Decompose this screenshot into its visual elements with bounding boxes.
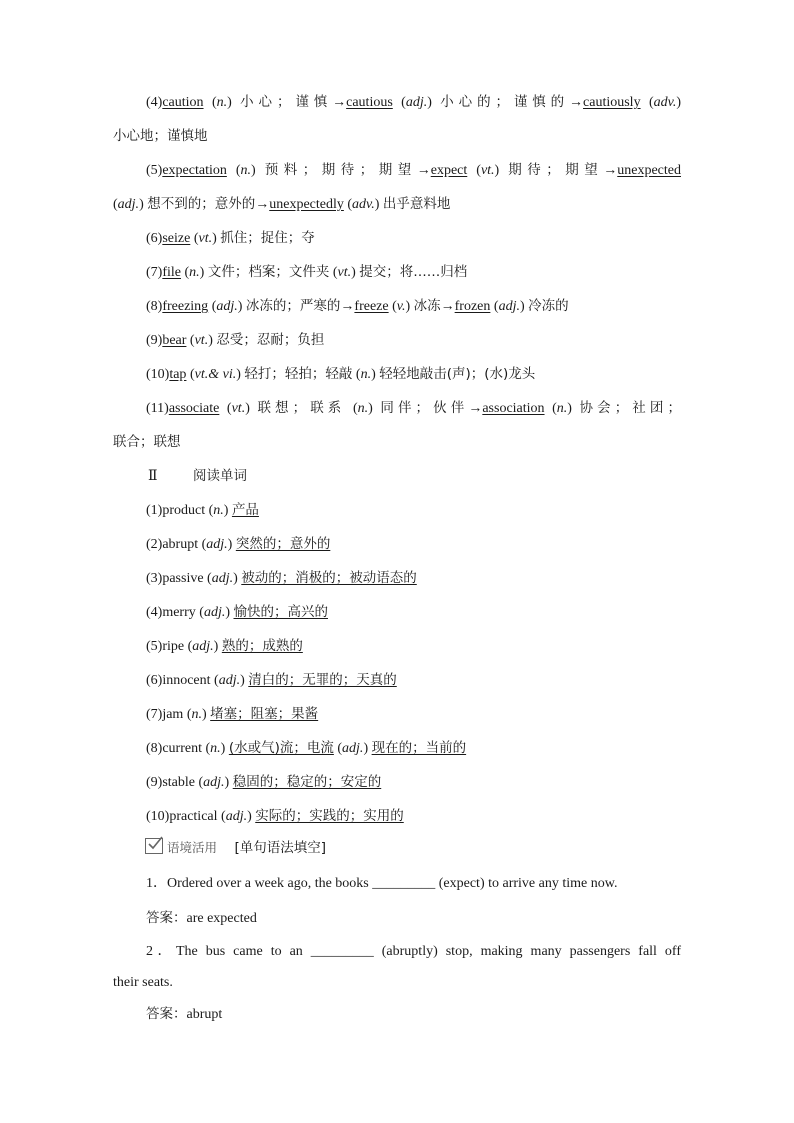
reading-line: (8)current (n.) (水或气)流；电流 (adj.) 现在的；当前的 [146,740,467,756]
reading-answer: 实际的；实践的；实用的 [255,808,404,824]
vocab-line: (10)tap (vt.& vi.) 轻打；轻拍；轻敲 (n.) 轻轻地敲击(声)；(水)龙头 [146,366,536,382]
vocab-line-cont: 联合；联想 [113,434,181,450]
vocab-line: (4)caution (n.) 小心；谨慎→cautious (adj.) 小心的；谨慎的→cautiously (adv.) [146,94,681,110]
vocab-word: tap [169,367,187,382]
vocab-line: (6)seize (vt.) 抓住；捉住；夺 [146,230,315,246]
vocab-word: freezing [162,299,209,314]
reading-answer: 突然的；意外的 [235,536,331,552]
reading-line: (10)practical (adj.) 实际的；实践的；实用的 [146,808,404,824]
vocab-line-cont: 小心地；谨慎地 [113,128,208,144]
reading-line: (9)stable (adj.) 稳固的；稳定的；安定的 [146,774,382,790]
question-2: 2．The bus came to an _________ (abruptly) stop, making many passengers fall off [146,944,681,959]
practice-header: 语境活用 [单句语法填空] [113,838,681,858]
answer-2: 答案：abrupt [146,1006,223,1022]
vocab-word: seize [162,231,191,246]
vocab-word: caution [162,95,204,110]
section-heading: Ⅱ 阅读单词 [148,468,247,484]
reading-answer: 产品 [231,502,259,518]
vocab-line: (5)expectation (n.) 预料；期待；期望→expect (vt.) 期待；期望→unexpected [146,162,681,178]
vocab-word: associate [168,401,220,416]
section-title: 阅读单词 [193,468,247,484]
reading-line: (7)jam (n.) 堵塞；阻塞；果酱 [146,706,319,722]
reading-answer: 现在的；当前的 [371,740,467,756]
reading-line: (2)abrupt (adj.) 突然的；意外的 [146,536,331,552]
vocab-line: (11)associate (vt.) 联想；联系 (n.) 同伴；伙伴→association (n.) 协会；社团； [146,400,681,416]
document-page [113,92,681,1022]
answer-1: 答案：are expected [146,910,257,926]
reading-answer: 愉快的；高兴的 [233,604,328,620]
reading-line: (3)passive (adj.) 被动的；消极的；被动语态的 [146,570,417,586]
reading-line: (4)merry (adj.) 愉快的；高兴的 [146,604,328,620]
question-2-cont: their seats. [113,975,173,990]
vocab-line: (8)freezing (adj.) 冰冻的；严寒的→freeze (v.) 冰冻→frozen (adj.) 冷冻的 [146,298,569,314]
reading-answer: 稳固的；稳定的；安定的 [232,774,382,790]
vocab-line: (7)file (n.) 文件；档案；文件夹 (vt.) 提交；将……归档 [146,264,468,280]
checkmark-icon [145,838,163,854]
vocab-line-cont: (adj.) 想不到的；意外的→unexpectedly (adv.) 出乎意料地 [113,196,451,212]
reading-line: (1)product (n.) 产品 [146,502,259,518]
vocab-word: bear [162,333,187,348]
reading-answer: 清白的；无罪的；天真的 [248,672,397,688]
reading-line: (6)innocent (adj.) 清白的；无罪的；天真的 [146,672,397,688]
practice-title: [单句语法填空] [234,840,327,856]
reading-answer: 堵塞；阻塞；果酱 [210,706,319,722]
reading-answer: 熟的；成熟的 [221,638,303,654]
vocab-word: file [162,265,181,280]
reading-answer: (水或气)流；电流 [228,740,334,756]
vocab-line: (9)bear (vt.) 忍受；忍耐；负担 [146,332,325,348]
reading-line: (5)ripe (adj.) 熟的；成熟的 [146,638,303,654]
vocab-word: expectation [162,163,227,178]
reading-answer: 被动的；消极的；被动语态的 [241,570,417,586]
question-1: 1．Ordered over a week ago, the books _________ (expect) to arrive any time now. [146,876,618,891]
